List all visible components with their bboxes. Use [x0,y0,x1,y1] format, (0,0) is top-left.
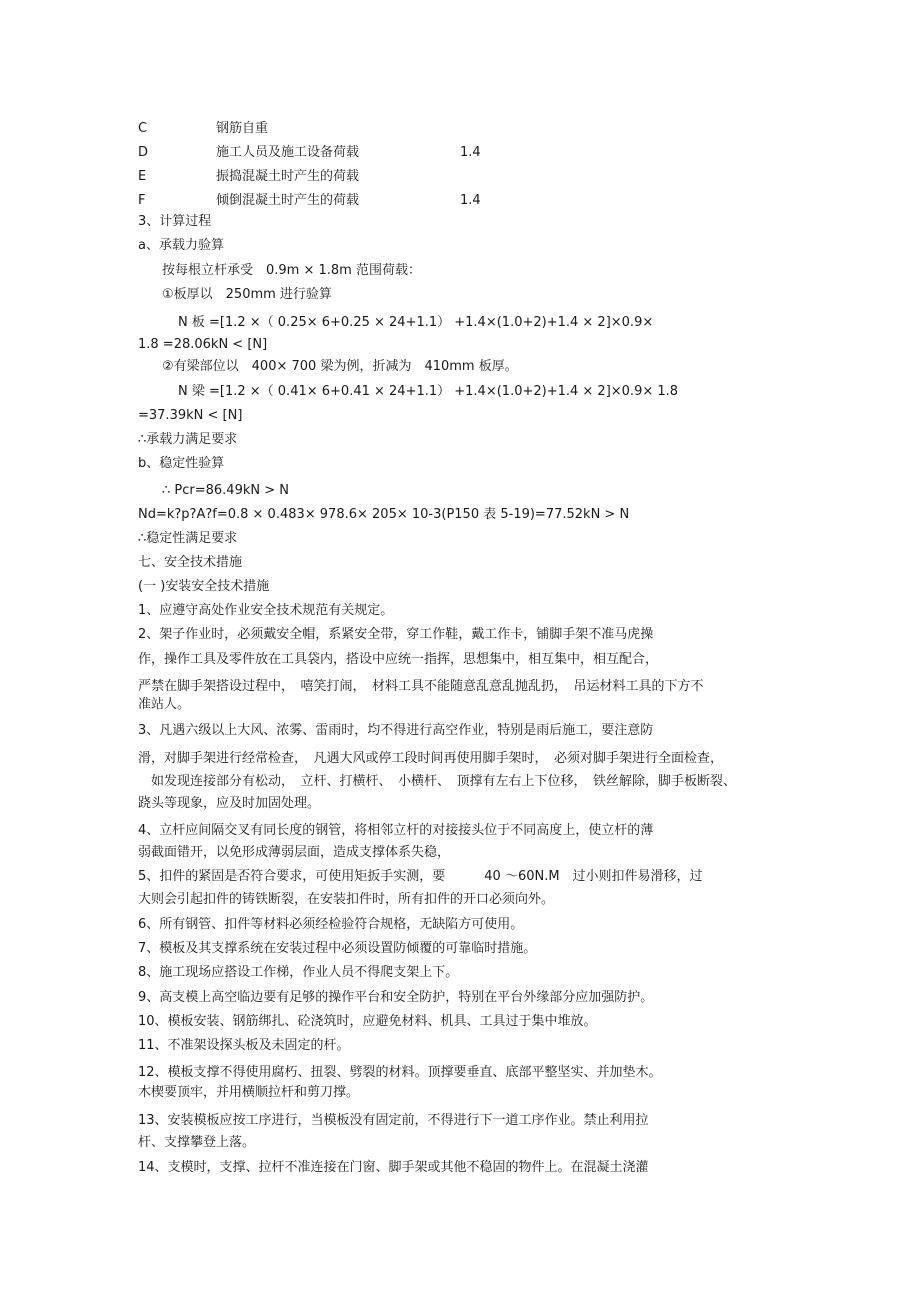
load-factor: 1.4 [460,145,481,160]
stability-check-heading: b、稳定性验算 [138,456,225,471]
load-code: F [138,193,146,208]
safety-line: 木楔要顶牢，并用横顺拉杆和剪刀撑。 [138,1085,360,1100]
load-code: D [138,145,149,160]
stability-conclusion: ∴稳定性满足要求 [138,531,238,546]
safety-line: 1、应遵守高处作业安全技术规范有关规定。 [138,603,394,618]
safety-line: 7、模板及其支撑系统在安装过程中必须设置防倾覆的可靠临时措施。 [138,941,537,956]
safety-line: 作，操作工具及零件放在工具袋内，搭设中应统一指挥，思想集中，相互集中，相互配合， [138,652,659,667]
safety-line: 8、施工现场应搭设工作梯，作业人员不得爬支架上下。 [138,965,459,980]
safety-line: 2、架子作业时，必须戴安全帽，系紧安全带，穿工作鞋，戴工作卡，铺脚手架不准马虎操 [138,627,654,642]
bearing-check-heading: a、承载力验算 [138,238,224,253]
case-beam-text: ②有梁部位以 400× 700 梁为例，折减为 410mm 板厚。 [162,359,518,374]
safety-line: 9、高支模上高空临边要有足够的操作平台和安全防护，特别在平台外缘部分应加强防护。 [138,990,654,1005]
safety-line: 准站人。 [138,697,191,712]
calc-heading: 3、计算过程 [138,214,212,229]
safety-line: 11、不准架设探头板及未固定的杆。 [138,1038,350,1053]
formula-beam-line1: N 梁 =[1.2 ×（ 0.41× 6+0.41 × 24+1.1） +1.4×(1.0+2)+1.4 × 2]×0.9× 1.8 [178,384,679,399]
safety-line: 大则会引起扣件的铸铁断裂，在安装扣件时，所有扣件的开口必须向外。 [138,892,555,907]
safety-line: 5、扣件的紧固是否符合要求，可使用矩扳手实测，要 40 ～60N.M 过小则扣件易滑移，过 [138,869,703,884]
formula-board-line1: N 板 =[1.2 ×（ 0.25× 6+0.25 × 24+1.1） +1.4×(1.0+2)+1.4 × 2]×0.9× [178,315,654,330]
safety-line: 弱截面错开，以免形成薄弱层面，造成支撑体系失稳， [138,845,451,860]
load-name: 振捣混凝土时产生的荷载 [216,169,360,184]
safety-subheading: (一 )安装安全技术措施 [138,579,270,594]
load-name: 施工人员及施工设备荷载 [216,145,360,160]
formula-board-line2: 1.8 =28.06kN < [N] [138,337,268,352]
formula-beam-line2: =37.39kN < [N] [138,408,243,423]
load-code: E [138,169,147,184]
case-board-text: ①板厚以 250mm 进行验算 [162,287,332,302]
load-factor: 1.4 [460,193,481,208]
safety-line: 6、所有钢管、扣件等材料必须经检验符合规格，无缺陷方可使用。 [138,917,524,932]
safety-line: 如发现连接部分有松动， 立杆、打横杆、 小横杆、 顶撑有左右上下位移， 铁丝解除，脚手板断裂、 [138,774,737,789]
pcr-formula: ∴ Pcr=86.49kN > N [162,483,289,498]
safety-line: 跷头等现象，应及时加固处理。 [138,796,321,811]
bearing-conclusion: ∴承载力满足要求 [138,432,238,447]
per-pole-text: 按每根立杆承受 0.9m × 1.8m 范围荷载： [162,263,421,278]
safety-line: 滑，对脚手架进行经常检查， 凡遇大风或停工段时间再使用脚手架时， 必须对脚手架进行全面检查， [138,751,724,766]
safety-line: 3、凡遇六级以上大风、浓雾、雷雨时，均不得进行高空作业，特别是雨后施工，要注意防 [138,723,654,738]
load-name: 倾倒混凝土时产生的荷载 [216,193,360,208]
safety-heading: 七、安全技术措施 [138,555,243,570]
safety-line: 12、模板支撑不得使用腐朽、扭裂、劈裂的材料。顶撑要垂直、底部平整坚实、并加垫木。 [138,1065,662,1080]
safety-line: 13、安装模板应按工序进行，当模板没有固定前，不得进行下一道工序作业。禁止利用拉 [138,1113,649,1128]
safety-line: 4、立杆应间隔交叉有同长度的钢管，将相邻立杆的对接接头位于不同高度上，使立杆的薄 [138,823,654,838]
nd-formula: Nd=k?p?A?f=0.8 × 0.483× 978.6× 205× 10-3(P150 表 5-19)=77.52kN > N [138,507,630,522]
load-name: 钢筋自重 [216,121,269,136]
safety-line: 10、模板安装、钢筋绑扎、砼浇筑时，应避免材料、机具、工具过于集中堆放。 [138,1014,597,1029]
safety-line: 14、支模时，支撑、拉杆不准连接在门窗、脚手架或其他不稳固的物件上。在混凝土浇灌 [138,1160,649,1175]
safety-line: 杆、支撑攀登上落。 [138,1135,256,1150]
safety-line: 严禁在脚手架搭设过程中， 嘻笑打闹， 材料工具不能随意乱意乱抛乱扔， 吊运材料工具的下方不 [138,679,704,694]
load-code: C [138,121,148,136]
